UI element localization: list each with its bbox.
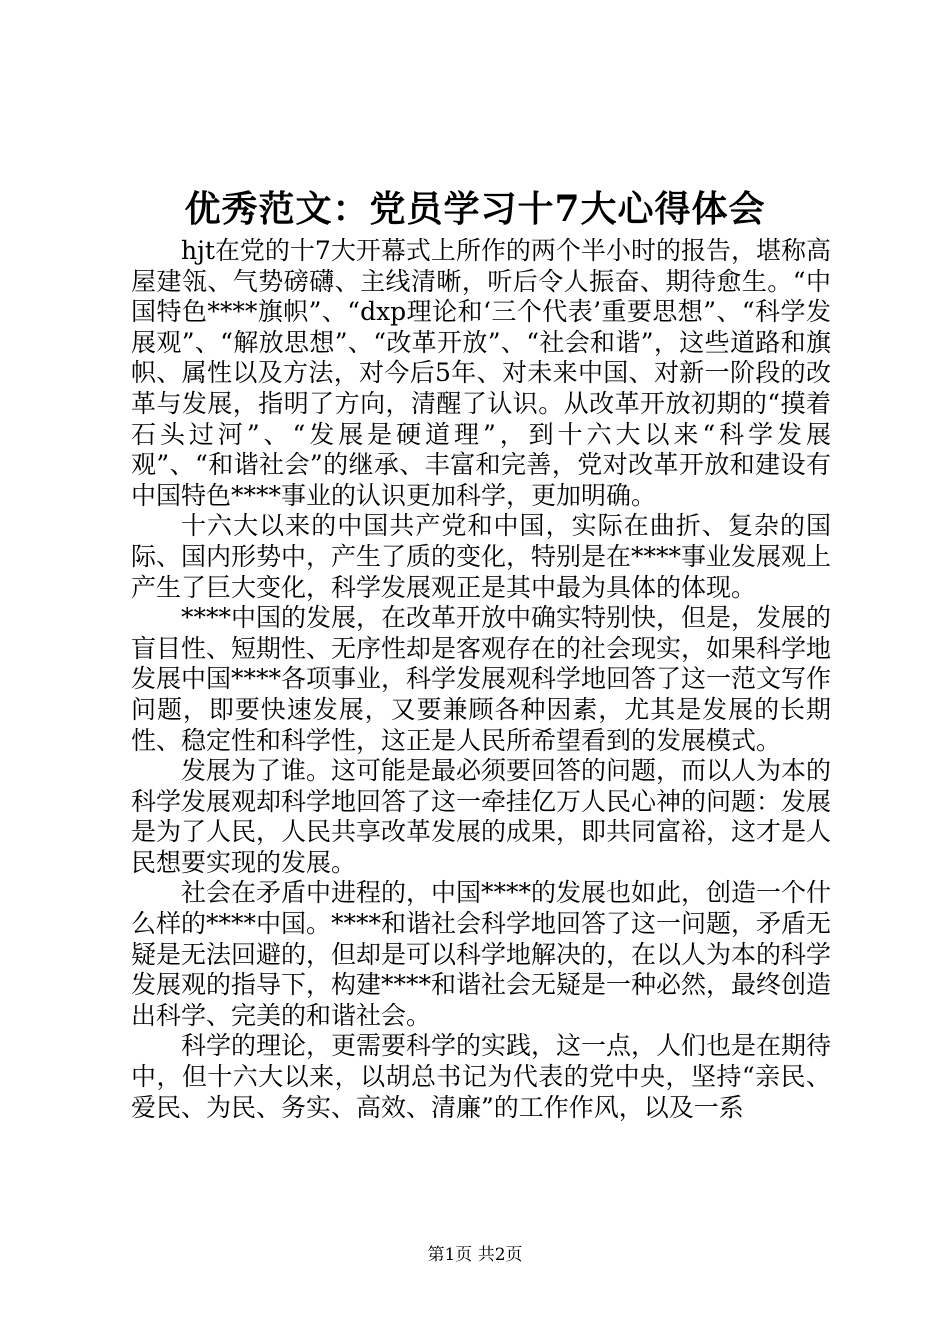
document-body <box>131 236 831 1123</box>
paragraph-3: ****中国的发展，在改革开放中确实特别快，但是，发展的盲目性、短期性、无序性却是客观存在的社会现实，如果科学地发展中国****各项事业，科学发展观科学地回答了这一范文写作问题，即要快速发展，又要兼顾各种因素，尤其是发展的长期性、稳定性和科学性，这正是人民所希望看到的发展模式。 <box>131 603 832 755</box>
paragraph-5: 社会在矛盾中进程的，中国****的发展也如此，创造一个什么样的****中国。****和谐社会科学地回答了这一问题，矛盾无疑是无法回避的，但却是可以科学地解决的，在以人为本的科学发展观的指导下，构建****和谐社会无疑是一种必然，最终创造出科学、完美的和谐社会。 <box>131 878 832 1030</box>
paragraph-2: 十六大以来的中国共产党和中国，实际在曲折、复杂的国际、国内形势中，产生了质的变化，特别是在****事业发展观上产生了巨大变化，科学发展观正是其中最为具体的体现。 <box>131 511 832 602</box>
paragraph-4: 发展为了谁。这可能是最必须要回答的问题，而以人为本的科学发展观却科学地回答了这一牵挂亿万人民心神的问题：发展是为了人民，人民共享改革发展的成果，即共同富裕，这才是人民想要实现的发展。 <box>131 756 832 877</box>
page-number-footer: 第1页 共2页 <box>427 1245 523 1265</box>
paragraph-1: hjt在党的十7大开幕式上所作的两个半小时的报告，堪称高屋建瓴、气势磅礴、主线清晰，听后令人振奋、期待愈生。“中国特色****旗帜”、“dxp理论和‘三个代表’重要思想”、“科学发展观”、“解放思想”、“改革开放”、“社会和谐”，这些道路和旗帜、属性以及方法，对今后5年、对未来中国、对新一阶段的改革与发展，指明了方向，清醒了认识。从改革开放初期的“摸着石头过河”、“发展是硬道理”，到十六大以来“科学发展观”、“和谐社会”的继承、丰富和完善，党对改革开放和建设有中国特色****事业的认识更加科学，更加明确。 <box>131 236 831 510</box>
document-title: 优秀范文：党员学习十7大心得体会 <box>184 188 766 230</box>
paragraph-6: 科学的理论，更需要科学的实践，这一点，人们也是在期待中，但十六大以来，以胡总书记为代表的党中央，坚持“亲民、爱民、为民、务实、高效、清廉”的工作作风，以及一系 <box>131 1031 832 1122</box>
